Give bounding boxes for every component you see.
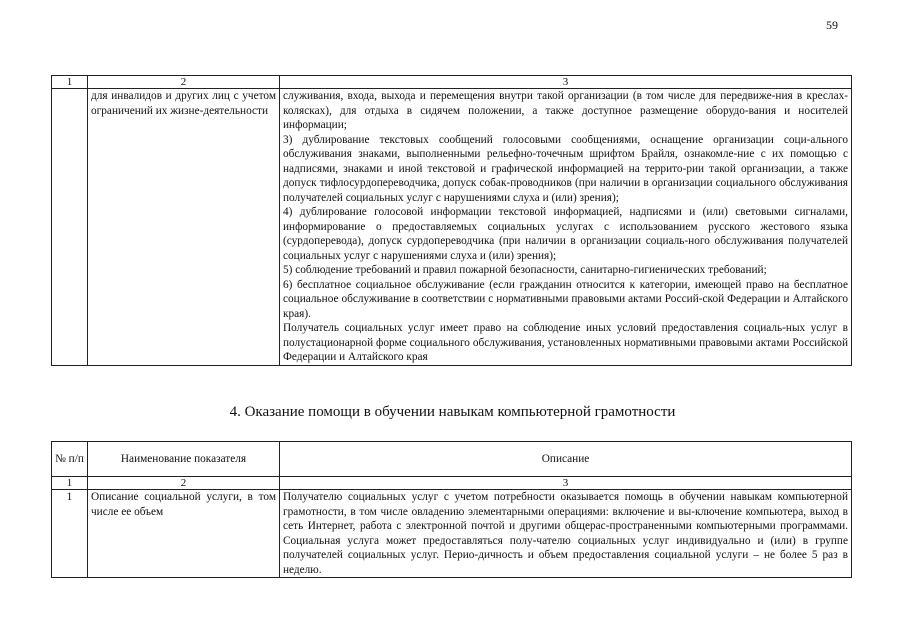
description-paragraph: 5) соблюдение требований и правил пожарной безопасности, санитарно-гигиенических требований; bbox=[283, 264, 767, 276]
service-table bbox=[51, 441, 852, 578]
column-numbering-row bbox=[52, 477, 852, 490]
table-row bbox=[52, 89, 852, 366]
row-number-cell bbox=[52, 89, 88, 366]
column-number: 3 bbox=[280, 76, 852, 89]
column-numbering-row bbox=[52, 76, 852, 89]
column-number: 1 bbox=[52, 477, 88, 490]
row-number-cell: 1 bbox=[52, 490, 88, 578]
page-number: 59 bbox=[826, 18, 838, 32]
column-header-name: Наименование показателя bbox=[88, 442, 280, 477]
column-number: 1 bbox=[52, 76, 88, 89]
column-header-number: № п/п bbox=[52, 442, 88, 477]
table-row bbox=[52, 490, 852, 578]
conditions-table bbox=[51, 75, 852, 366]
description-paragraph: 4) дублирование голосовой информации текстовой информацией, надписями и (или) световыми сигналами, информирование о предоставляемых социальных услугах с использованием русского жестового языка (сурдоперевода), допуск сурдопереводчика (при наличии в организации социаль-ного обслуживания получателей социальных услуг с нарушениями слуха и (или) зрения); bbox=[283, 206, 848, 262]
description-paragraph: Получатель социальных услуг имеет право на соблюдение иных условий предоставления социаль-ных услуг в полустационарной форме социального обслуживания, установленных нормативными правовыми актами Российской Федерации и Алтайского края bbox=[283, 322, 848, 363]
column-number: 2 bbox=[88, 76, 280, 89]
description-paragraph: 3) дублирование текстовых сообщений голосовыми сообщениями, оснащение организации соци-ального обслуживания знаками, выполненными рельефно-точечным шрифтом Брайля, ознакомле-ние с их помощью с надписями, знаками и иной текстовой и графической информацией на террито-рии такой организации, а также допуск тифлосурдопереводчика, допуск собак-проводников (при наличии в организации социального обслуживания получателей социальных услуг с нарушениями слуха и (или) зрения); bbox=[283, 133, 848, 204]
description-paragraph: 6) бесплатное социальное обслуживание (если гражданин относится к категории, имеющей право на бесплатное социальное обслуживание в соответствии с нормативными правовыми актами Россий-ской Федерации и Алтайского края). bbox=[283, 278, 848, 320]
description-paragraph: служивания, входа, выхода и перемещения внутри такой организации (в том числе для передвиже-ния в креслах-колясках), для отдыха в сидячем положении, а также доступное размещение оборудо-вания и носителей информации; bbox=[283, 90, 848, 131]
column-number: 3 bbox=[280, 477, 852, 490]
description-cell: Получателю социальных услуг с учетом потребности оказывается помощь в обучении навыкам компьютерной грамотности, в том числе овладению элементарными операциями: включение и вы-ключение компьютера, выход в сеть Интернет, работа с электронной почтой и другими общераc-пространенными компьютерными программами. Социальная услуга может предоставляться полу-чателю социальных услуг индивидуально и (или) в группе получателей социальных услуг. Перио-дичность и объем предоставления социальной услуги – не более 5 раз в неделю. bbox=[280, 490, 852, 578]
section-title: 4. Оказание помощи в обучении навыкам компьютерной грамотности bbox=[229, 404, 676, 420]
description-cell bbox=[280, 89, 852, 366]
column-header-description: Описание bbox=[280, 442, 852, 477]
indicator-name-cell: для инвалидов и других лиц с учетом ограничений их жизне-деятельности bbox=[88, 89, 280, 366]
table-header-row bbox=[52, 442, 852, 477]
column-number: 2 bbox=[88, 477, 280, 490]
indicator-name-cell: Описание социальной услуги, в том числе ее объем bbox=[88, 490, 280, 578]
